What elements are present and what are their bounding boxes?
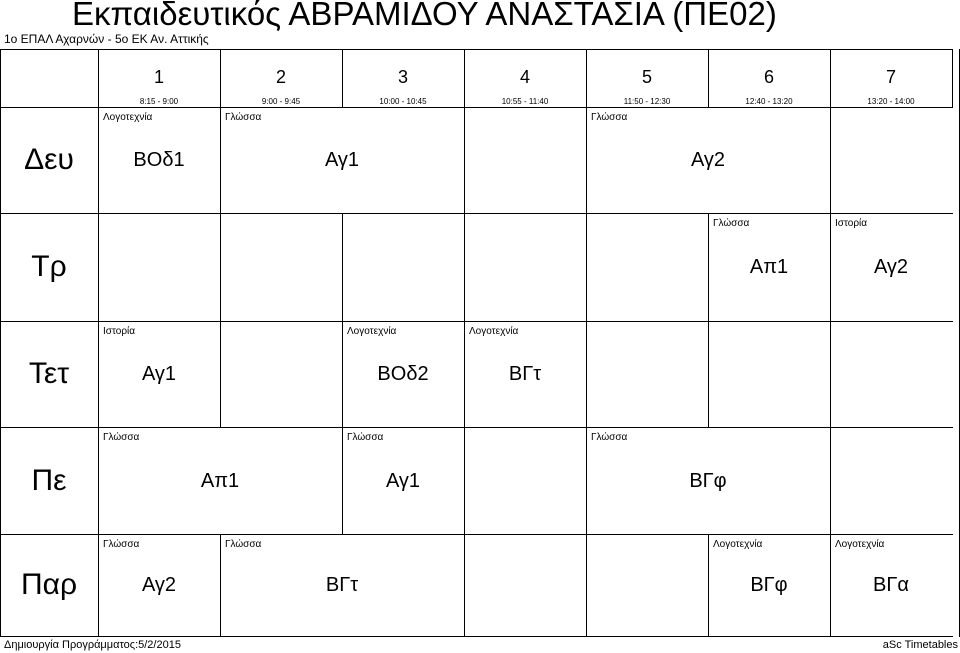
lesson-subject: Γλώσσα [103, 539, 140, 550]
period-time: 10:55 - 11:40 [501, 97, 549, 106]
period-time: 10:00 - 10:45 [379, 97, 427, 106]
cell-divider [464, 427, 465, 534]
day-label: Πε [31, 463, 67, 497]
cell-divider [830, 321, 831, 427]
row-divider [0, 636, 953, 637]
lesson-subject: Γλώσσα [347, 432, 384, 443]
lesson-class: Αγ2 [873, 256, 909, 278]
header-border-bottom [0, 107, 953, 108]
period-number: 6 [763, 67, 774, 87]
generator-credit: aSc Timetables [882, 639, 958, 651]
lesson-class: Αγ2 [141, 574, 177, 596]
period-number: 3 [397, 67, 408, 87]
lesson-class: ΒΟδ2 [377, 363, 429, 385]
lesson-class: Απ1 [749, 256, 789, 278]
lesson-subject: Ιστορία [835, 218, 868, 229]
cell-divider [464, 107, 465, 213]
lesson-class: ΒΓα [873, 574, 909, 596]
period-time: 11:50 - 12:30 [623, 97, 671, 106]
lesson-class: ΒΟδ1 [133, 149, 185, 171]
day-label: Τρ [31, 250, 67, 283]
lesson-subject: Γλώσσα [103, 432, 140, 443]
day-label: Τετ [28, 357, 70, 390]
row-divider [0, 427, 953, 428]
cell-divider [586, 321, 587, 427]
row-column-divider [98, 213, 99, 321]
lesson-subject: Γλώσσα [225, 112, 262, 123]
lesson-subject: Λογοτεχνία [347, 326, 397, 337]
lesson-class: Αγ1 [324, 149, 360, 171]
period-number: 5 [641, 67, 652, 87]
lesson-class: Απ1 [200, 469, 240, 492]
cell-divider [220, 321, 221, 427]
lesson-subject: Γλώσσα [591, 432, 628, 443]
lesson-subject: Λογοτεχνία [713, 539, 763, 550]
cell-divider [830, 107, 831, 213]
lesson-subject: Γλώσσα [591, 112, 628, 123]
period-time: 8:15 - 9:00 [139, 97, 179, 106]
lesson-class: ΒΓτ [325, 574, 359, 596]
lesson-class: ΒΓφ [689, 469, 727, 492]
cell-divider [586, 213, 587, 321]
lesson-subject: Ιστορία [103, 326, 136, 337]
lesson-class: Αγ1 [385, 469, 421, 492]
school-name: 1ο ΕΠΑΛ Αχαρνών - 5ο ΕΚ Αν. Αττικής [4, 32, 209, 46]
row-divider [0, 321, 953, 322]
period-time: 12:40 - 13:20 [745, 97, 793, 106]
cell-divider [220, 213, 221, 321]
cell-divider [342, 213, 343, 321]
lesson-class: Αγ2 [690, 149, 726, 171]
cell-divider [586, 534, 587, 636]
row-divider [0, 213, 953, 214]
period-number: 7 [885, 67, 896, 87]
lesson-class: Αγ1 [141, 363, 177, 385]
creation-date: Δημιουργία Προγράμματος:5/2/2015 [4, 639, 181, 651]
cell-divider [464, 213, 465, 321]
lesson-subject: Λογοτεχνία [103, 112, 153, 123]
grid-border-top [0, 49, 953, 50]
cell-divider [464, 534, 465, 636]
period-time: 13:20 - 14:00 [867, 97, 915, 106]
period-time: 9:00 - 9:45 [261, 97, 301, 106]
lesson-subject: Λογοτεχνία [469, 326, 519, 337]
lesson-subject: Λογοτεχνία [835, 539, 885, 550]
lesson-class: ΒΓτ [508, 363, 542, 385]
cell-divider [830, 427, 831, 534]
lesson-subject: Γλώσσα [713, 218, 750, 229]
lesson-subject: Γλώσσα [225, 539, 262, 550]
day-label: Παρ [20, 568, 78, 601]
period-number: 2 [275, 67, 286, 87]
page-title: Εκπαιδευτικός ΑΒΡΑΜΙΔΟΥ ΑΝΑΣΤΑΣΙΑ (ΠΕ02) [72, 0, 777, 32]
header-column-divider [952, 49, 953, 107]
row-divider [0, 534, 953, 535]
period-number: 4 [519, 67, 530, 87]
lesson-class: ΒΓφ [750, 574, 788, 596]
cell-divider [708, 321, 709, 427]
grid-border-left [0, 49, 1, 636]
day-label: Δευ [24, 143, 74, 176]
period-number: 1 [153, 67, 164, 87]
